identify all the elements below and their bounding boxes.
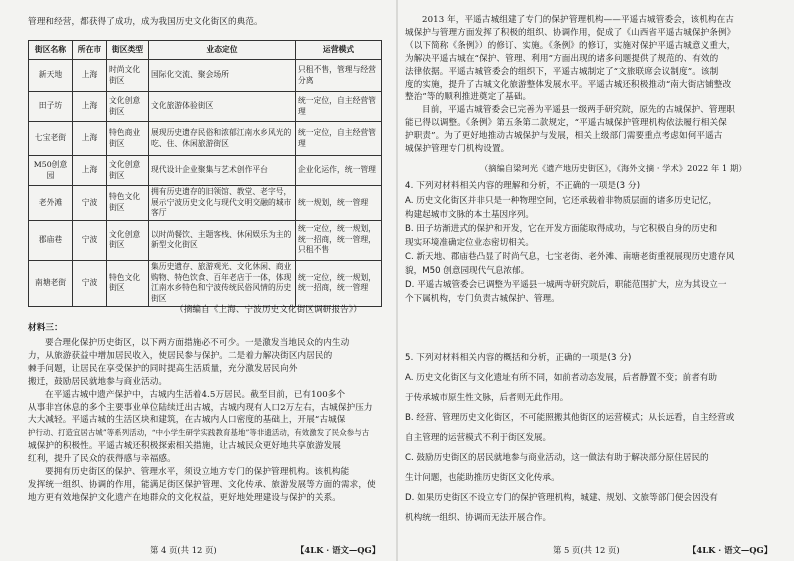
- table-header-cell: 业态定位: [149, 41, 296, 60]
- option-line: 个下属机构，专门负责古城保护、管理。: [405, 294, 560, 304]
- option-line: A. 历史文化街区与文化遗址有所不同，如前者动态发展，后者静置不变；前者有助: [405, 373, 717, 383]
- source-note-1: （摘编自《上海、宁波历史文化街区调研报告》）: [175, 305, 362, 315]
- table-cell: 七宝老街: [29, 122, 73, 156]
- table-cell: 上海: [73, 60, 107, 92]
- paragraph-line: 整治”等的顺利推进奠定了基础。: [405, 92, 532, 103]
- right-body: [405, 14, 780, 156]
- right-paper-code: 【4LK · 语文—QG】: [688, 545, 773, 555]
- table-cell: 统一定位，自主经营管理: [296, 122, 382, 156]
- table-cell: 以时尚餐饮、主题客栈、休闲娱乐为主的新型文化街区: [149, 220, 296, 260]
- table-cell: 展现历史遗存民俗和浓郁江南水乡风光的吃、住、休闲旅游街区: [149, 122, 296, 156]
- paragraph-line: 大大减轻。平遥古城的生活区块和建筑，在古城内人口密度的基础上，开展“古城保: [28, 415, 346, 426]
- table-cell: 集历史遗存、旅游观光、文化休闲、商业购物、特色饮食、百年老店于一体，体现江南水乡特色和宁波传统民俗风情的历史街区: [149, 260, 296, 306]
- paragraph-line: 城保护与管理方面发挥了积极的组织、协调作用，促成了《山西省平遥古城保护条例》: [405, 27, 736, 38]
- question-5: 5. 下列对材料相关内容的概括和分析，正确的一项是(3 分): [405, 353, 632, 363]
- table-cell: 文化创意街区: [107, 156, 149, 186]
- option-line: D. 平遥古城管委会已调整为平遥县一城两寺研究院后，职能范围扩大，应为其设立一: [405, 280, 727, 290]
- paragraph-line: 城保护管理专门机构设置。: [405, 144, 510, 155]
- table-cell: 只租不售，管理与经营分离: [296, 60, 382, 92]
- paragraph-line: 力，从旅游获益中增加居民收入，使居民参与保护。二是着力解决街区内居民的: [28, 350, 333, 361]
- table-cell: 文化创意街区: [107, 220, 149, 260]
- option-line: 生计问题，也能助推历史街区文化传承。: [405, 473, 560, 483]
- table-cell: 特色文化街区: [107, 186, 149, 221]
- paragraph-line: 能已得以调整。《条例》第五条第二款规定，“平遥古城保护管理机构依法履行相关保: [405, 118, 727, 129]
- paragraph-line: 红利，提升了民众的获得感与幸福感。: [28, 454, 176, 465]
- paragraph-line: （以下简称《条例》）的修订、实施。《条例》的修订，实施对保护平遥古城意义重大，: [405, 40, 736, 51]
- option-line: 自主管理的运营模式不利于街区发展。: [405, 433, 552, 443]
- paragraph-line: 发挥统一组织、协调的作用，能满足街区保护管理、文化传承、旅游发展等方面的需求，使: [28, 479, 376, 490]
- paragraph-line: 搬迁，鼓励居民就地参与商业活动。: [28, 376, 168, 387]
- question-5-options: [405, 368, 734, 528]
- paragraph-line: 为解决平遥古城在“保护、管理、利用”方面出现的诸多问题提供了规范的、有效的: [405, 53, 719, 64]
- paragraph-line: 地方更有效地保护文化遗产在地群众的文化权益，更好地处理建设与保护的关系。: [28, 492, 341, 503]
- table-row: [29, 156, 382, 186]
- page-fold: [396, 0, 398, 561]
- table-cell: 田子坊: [29, 92, 73, 122]
- table-cell: 国际化交流、聚会场所: [149, 60, 296, 92]
- paragraph-line: 棘手问题，让居民在享受保护的同时提高生活质量，充分激发居民向外: [28, 363, 298, 374]
- option-line: 构建起城市文脉的本土基因序列。: [405, 210, 534, 220]
- option-line: C. 鼓励历史街区的居民就地参与商业活动，这一做法有助于解决部分原住居民的: [405, 453, 709, 463]
- table-cell: 宁波: [73, 220, 107, 260]
- table-cell: 企业化运作，统一管理: [296, 156, 382, 186]
- paragraph-line: 护行动、打造宜居古城”等系列活动，“中小学生研学实践教育基地”等非遗活动，有效激发了民众参与古: [28, 428, 370, 438]
- table-cell: 统一定位，统一规划，统一招商，统一管理: [296, 260, 382, 306]
- option-line: C. 新天地、郡庙巷凸显了时尚气息，七宝老街、老外滩、南塘老街重视展现历史遗存风: [405, 252, 735, 262]
- table-cell: 郡庙巷: [29, 220, 73, 260]
- paragraph-line: 目前，平遥古城管委会已完善为平遥县一级两手研究院，原先的古城保护、管理职: [422, 105, 735, 116]
- option-line: 貌，M50 创意园现代气息浓郁。: [405, 266, 530, 276]
- table-cell: 上海: [73, 92, 107, 122]
- table-row: [29, 92, 382, 122]
- table-header-cell: 所在市: [73, 41, 107, 60]
- option-line: 于传承城市原生性文脉，后者则无此作用。: [405, 393, 569, 403]
- table-header-row: [29, 41, 382, 60]
- table-row: [29, 260, 382, 306]
- table-row: [29, 122, 382, 156]
- paragraph-line: 从事非宫休息的多个主要事业单位陆续迁出古城，古城内现有人口2万左右，古城保护压力: [28, 402, 373, 413]
- table-cell: 统一规划，统一管理: [296, 186, 382, 221]
- option-line: 现实环境准确定位业态密切相关。: [405, 238, 534, 248]
- option-line: B. 田子坊渐进式的保护和开发，它在开发方面能取得成功，与它积极自身的历史和: [405, 224, 718, 234]
- table-cell: 宁波: [73, 186, 107, 221]
- table-cell: 现代设计企业聚集与艺术创作平台: [149, 156, 296, 186]
- table-header-cell: 街区名称: [29, 41, 73, 60]
- table-header-cell: 街区类型: [107, 41, 149, 60]
- table-cell: 特色商业街区: [107, 122, 149, 156]
- table-cell: 上海: [73, 156, 107, 186]
- table-cell: 宁波: [73, 260, 107, 306]
- table-row: [29, 60, 382, 92]
- table-cell: 南塘老街: [29, 260, 73, 306]
- paragraph-line: 护职责”。为了更好地推动古城保护与发展，相关上级部门需要重点考虑如何平遥古: [405, 131, 723, 142]
- table-cell: 新天地: [29, 60, 73, 92]
- table-cell: 时尚文化街区: [107, 60, 149, 92]
- paragraph-line: 2013 年，平遥古城组建了专门的保护管理机构——平遥古城管委会，该机构在古: [422, 15, 734, 25]
- left-top-line: 管理和经营，都获得了成功，成为我国历史文化街区的典范。: [28, 17, 263, 27]
- left-page-number: 第 4 页(共 12 页): [150, 545, 217, 555]
- table-row: [29, 220, 382, 260]
- material-three-heading: 材料三：: [28, 323, 63, 333]
- option-line: A. 历史文化街区并非只是一种物理空间，它还承载着非物质层面的诸多历史记忆，: [405, 196, 717, 206]
- paragraph-line: 在平遥古城中遗产保护中，古城内生活着4.5万居民。截至目前，已有100多个: [45, 389, 346, 400]
- question-4-options: [405, 194, 734, 306]
- table-header-cell: 运营模式: [296, 41, 382, 60]
- table-cell: 老外滩: [29, 186, 73, 221]
- option-line: B. 经营、管理历史文化街区，不可能照搬其他街区的运营模式；从长远看，自主经营或: [405, 413, 735, 423]
- table-cell: 特色文化街区: [107, 260, 149, 306]
- table-cell: 上海: [73, 122, 107, 156]
- option-line: D. 如果历史街区不设立专门的保护管理机构，城建、规划、文旅等部门便会因没有: [405, 493, 718, 503]
- district-table: [28, 40, 382, 307]
- table-cell: 拥有历史遗存的旧领馆、教堂、老字号，展示宁波历史文化与现代文明交融的城市客厅: [149, 186, 296, 221]
- table-row: [29, 186, 382, 221]
- question-4: 4. 下列对材料相关内容的理解和分析，不正确的一项是(3 分): [405, 181, 641, 191]
- table-cell: 统一定位，统一规划，统一招商，统一管理，只租不售: [296, 220, 382, 260]
- table-cell: 统一定位，自主经营管理: [296, 92, 382, 122]
- right-page-number: 第 5 页(共 12 页): [553, 545, 620, 555]
- paragraph-line: 城保护的积极性。平遥古城还积极探索相关措施，让古城民众更好地共享旅游发展: [28, 441, 341, 452]
- paragraph-line: 度的实施，提升了古城文化旅游整体发展水平。平遥古城还积极推动“南大街店铺整改: [405, 79, 732, 90]
- source-note-2: （摘编自梁珂光《遗产地历史街区》，《海外文摘 · 学术》2022 年 1 期）: [480, 163, 747, 173]
- table-cell: 文化创意街区: [107, 92, 149, 122]
- paragraph-line: 要合理化保护历史街区，以下两方面措施必不可少。一是激发当地民众的内生动: [45, 338, 350, 348]
- paragraph-line: 法律依据。平遥古城管委会的组织下，平遥古城制定了“文旅联席会议制度”。该制: [405, 66, 719, 77]
- material-three-body: [28, 337, 383, 505]
- paragraph-line: 要拥有历史街区的保护、管理水平，须设立地方专门的保护管理机构。该机构能: [45, 467, 350, 478]
- table-cell: 文化旅游体验街区: [149, 92, 296, 122]
- option-line: 机构统一组织、协调而无法开展合作。: [405, 513, 552, 523]
- table-cell: M50创意园: [29, 156, 73, 186]
- left-paper-code: 【4LK · 语文—QG】: [296, 545, 381, 555]
